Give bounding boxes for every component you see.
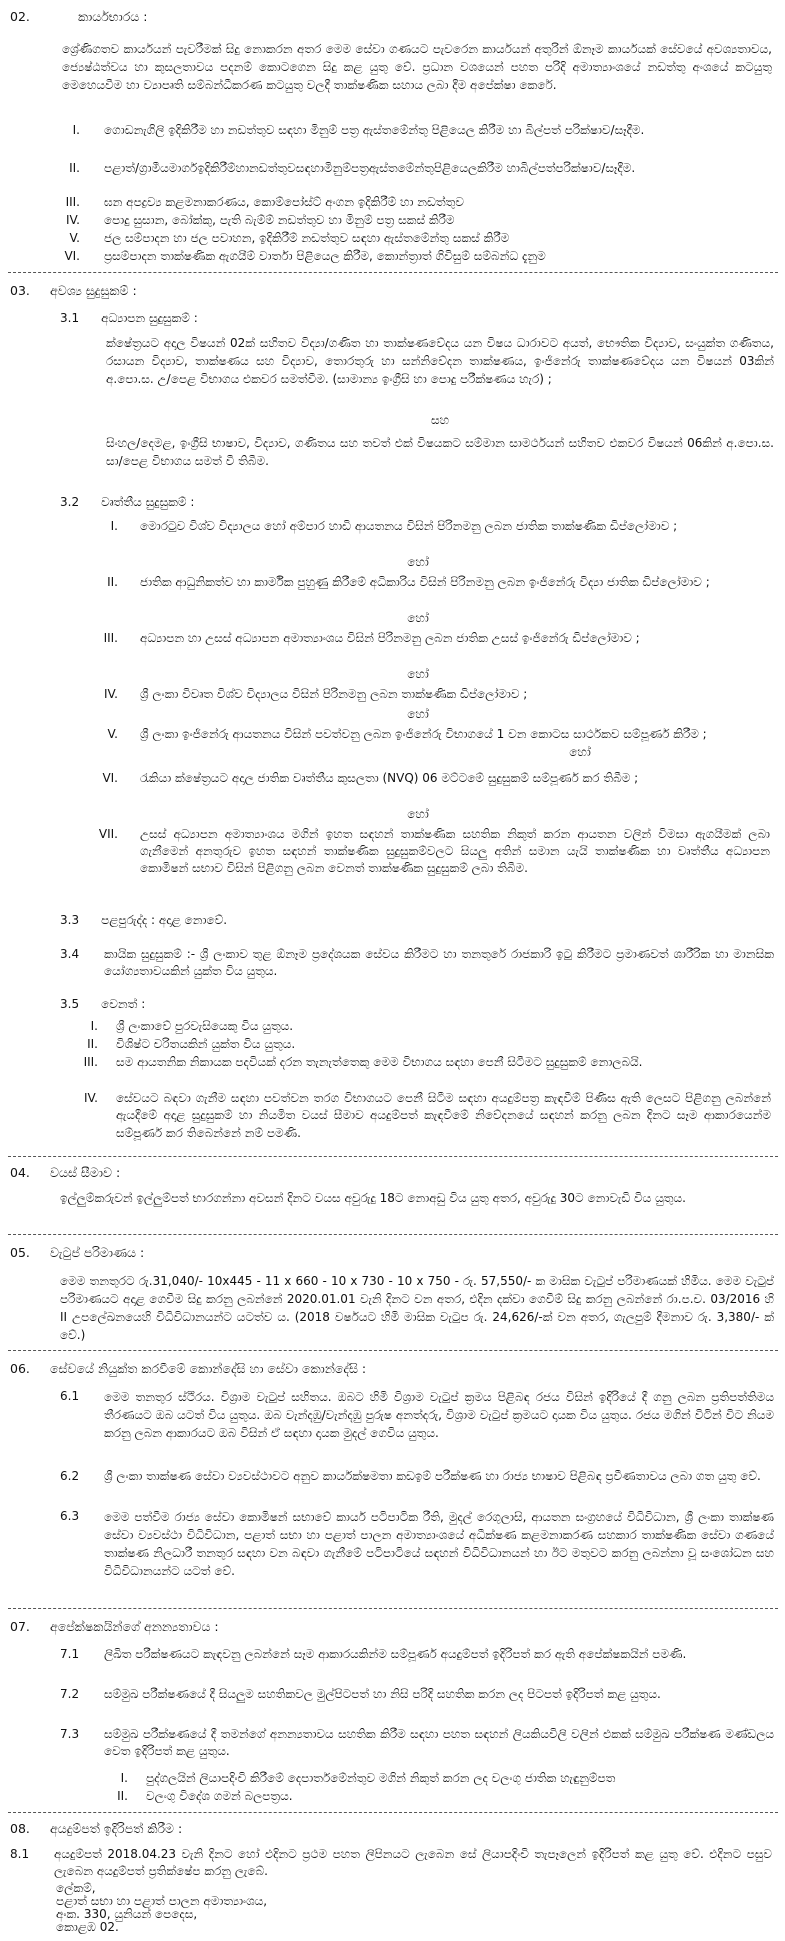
section-02-intro: ශ්‍රේණිගතව කාර්යයන් පැවරීමක් සිදු නොකරන අතර මෙම සේවා ගණයට පැවරෙන කාර්යයන් අතුරින් ඕනෑම කාර්යයක් සේවයේ අවශ්‍යතාවය, ජ්‍යෙෂ්ඨත්වය හා කුසලතාවය පදනම් කොටගෙන සිදු කළ යුතු වේ. ප්‍රධාන වශයෙන් පහත පරිදි අමාත්‍යාංශයේ නඩත්තු අංශයේ කටයුතු මෙහෙයවීම හා ව්‍යාපෘති සම්බන්ධීකරණ කටයුතු වලදී තාක්ෂණික සහාය ලබා දීම අපේක්ෂා කෙරේ. bbox=[62, 42, 772, 92]
or-connector: හෝ bbox=[569, 745, 591, 759]
section-08-header: 08. අයදුම්පත් ඉදිරිපත් කිරීම : bbox=[10, 1821, 183, 1836]
ol-qualification-text: සිංහල/දෙමළ, ඉංග්‍රීසි භාෂාව, විද්‍යාව, ගණිතය සහ තවත් එක් විෂයකට සම්මාන සාමර්ථයන් සහිතව එකවර විෂයන් 06කින් අ.පො.ස. සා/පෙළ විභාගය සමත් වී තිබීම. bbox=[106, 436, 774, 468]
section-07-header: 07. අපේක්ෂකයින්ගේ අනන්‍යතාවය : bbox=[10, 1619, 219, 1634]
or-connector: හෝ bbox=[407, 555, 429, 569]
section-04-header: 04. වයස් සීමාව : bbox=[10, 1165, 121, 1180]
divider bbox=[8, 1608, 778, 1609]
subsection-3-3: 3.3 පළපුරුද්ද : අදාළ නොවේ. bbox=[60, 913, 228, 927]
or-connector: හෝ bbox=[407, 667, 429, 681]
education-qualification-text: ක්ෂේත්‍රයට අදාල විෂයන් 02ක් සහිතව විද්‍යා/ගණිත හා තාක්ෂණවේදය යන විෂය ධාරාවට අයත්, භෞතික විද්‍යාව, සංයුක්ත ගණිතය, රසායන විද්‍යාව, තාක්ෂණය සහ විද්‍යාව, තොරතුරු හා සන්නිවේදන තාක්ෂණය, ඉංජිනේරු තාක්ෂණවේදය යන විෂයන් 03කින් අ.පො.ස. උ/පෙළ විභාගය එකවර සමත්වීම. (සාමාන්‍ය ඉංග්‍රීසි හා පොදු පරීක්ෂණය හැර) ; bbox=[106, 336, 774, 386]
gazette-page: 02. කාර්යභාරය : ශ්‍රේණිගතව කාර්යයන් පැවරීමක් සිදු නොකරන අතර මෙම සේවා ගණයට පැවරෙන කාර්යයන් අතුරින් ඕනෑම කාර්යයක් සේවයේ අවශ්‍යතාවය, ජ්‍යෙෂ්ඨත්වය හා කුසලතාවය පදනම් කොටගෙන සිදු කළ යුතු වේ. ප්‍රධාන වශයෙන් පහත පරිදි අමාත්‍යාංශයේ නඩත්තු අංශයේ කටයුතු මෙහෙයවීම හා ව්‍යාපෘති සම්බන්ධීකරණ කටයුතු වලදී තාක්ෂණික සහාය ලබා දීම අපේක්ෂා කෙරේ. I. ගොඩනැගිලි ඉදිකිරීම හා නඩත්තුව සඳහා මිනුම් පත්‍ර ඇස්තමේන්තු පිළියෙල කිරීම හා බිල්පත් පරික්ෂාව/සෑදීම. II. පළාත්/ග්‍රාමීයමාර්ගඉදිකිරීම්හානඩත්තුවසඳහාමිනුම්පත්‍රඇස්තමේන්තුපිළියෙලකිරීම හාබිල්පත්පරික්ෂාව/සෑදීම. III. ඝන අපද්‍රව්‍ය කළමනාකරණය, කොම්පෝස්ට් අංගන ඉදිකිරීම් හා නඩත්තුව IV. පොදු සුසාන, බෝක්කු, පැති බැම්ම් නඩත්තුව හා මිනුම් පත්‍ර සකස් කිරීම V. ජල සම්පාදන හා ජල පවාහන, ඉදිකිරීම් නඩත්තුව සඳහා ඇස්තමේන්තු සකස් කිරීම VI. ප්‍රසම්පාදන තාක්ෂණික ඇගයීම් වාර්තා පිළියෙල කිරීම, කොන්ත්‍රාත් ගිවිසුම් සම්බන්ධ දැනුම 03. අවශ්‍ය සුදුසුකම් : 3.1 අධ්‍යාපන සුදුසුකම් : ක්ෂේත්‍රයට අදාල විෂයන් 02ක් සහිතව විද්‍යා/ගණිත හා තාක්ෂණවේදය යන විෂය ධාරාවට අයත්, භෞතික විද්‍යාව, සංයුක්ත ගණිතය, රසායන විද්‍යාව, තාක්ෂණය සහ විද්‍යාව, තොරතුරු හා සන්නිවේදන තාක්ෂණය, ඉංජිනේරු තාක්ෂණවේදය යන විෂයන් 03කින් අ.පො.ස. උ/පෙළ විභාගය එකවර සමත්වීම. (සාමාන්‍ය ඉංග්‍රීසි හා පොදු පරීක්ෂණය හැර) ; සහ සිංහල/දෙමළ, ඉංග්‍රීසි භාෂාව, විද්‍යාව, ගණිතය සහ තවත් එක් විෂයකට සම්මාන සාමර්ථයන් සහිතව එකවර විෂයන් 06කින් අ.පො.ස. සා/පෙළ විභාගය සමත් වී තිබීම. 3.2 වෘත්තීය සුදුසුකම් : I. මොරටුව විශ්ව විද්‍යාලය හෝ අම්පාර හාඩි ආයතනය විසින් පිරිනමනු ලබන ජාතික තාක්ෂණික ඩිප්ලෝමාව ; හෝ II. ජාතික ආධුනිකත්ව හා කාර්මික පුහුණු කිරීමේ අධිකාරිය විසින් පිරිනමනු ලබන ඉංජිනේරු විද්‍යා ජාතික ඩිප්ලෝමාව ; හෝ III. අධ්‍යාපන හා උසස් අධ්‍යාපන අමාත්‍යාංශය විසින් පිරිනමනු ලබන ජාතික උසස් ඉංජිනේරු ඩිප්ලෝමාව ; හෝ IV. ශ්‍රී ලංකා විවෘත විශ්ව විද්‍යාලය විසින් පිරිනමනු ලබන තාක්ෂණික ඩිප්ලෝමාව ; හෝ V. ශ්‍රී ලංකා ඉංජිනේරු ආයතනය විසින් පවත්වනු ලබන ඉංජිනේරු විභාගයේ 1 වන කොටස සාර්ථකව සම්පූර්ණ කිරීම ; හෝ VI. රැකියා ක්ෂේත්‍රයට අදාල ජාතික වෘත්තීය කුසලතා (NVQ) 06 මට්ටමේ සුදුසුකම් සම්පූර්ණ කර තිබීම ; හෝ VII. උසස් අධ්‍යාපන අමාත්‍යාංශය මගින් ඉහත සඳහන් තාක්ෂණික සහතික නිකුත් කරන ආයතන වලින් විමසා ඇගයීමක් ලබා ගැනීමෙන් අනතුරුව ඉහත සඳහන් තාක්ෂණික සුදුසුකම්වලට සියලු අතින් සමාන යැයි තාක්ෂණික හා වෘත්තීය අධ්‍යාපන කොමිෂන් සභාව විසින් පිළිගනු ලබන වෙනත් තාක්ෂණික සුදුසුකම් ලබා තිබීම. 3.3 පළපුරුද්ද : අදාළ නොවේ. 3.4 කායික සුදුසුකම් :- ශ්‍රී ලංකාව තුළ ඕනෑම ප්‍රදේශයක සේවය කිරීමට හා තනතුරේ රාජකාරි ඉටු කිරීමට ප්‍රමාණවත් ශාරීරික හා මානසික යෝග්‍යතාවයකින් යුක්ත විය යුතුය. 3.5 වෙනත් : I. ශ්‍රී ලංකාවේ පුරවැසියෙකු විය යුතුය. II. විශිෂ්ට චරිතයකින් යුක්ත විය යුතුය. III. සම ආයතනික නිකායක පදවියක් දරන තැනැත්තෙකු මෙම විභාගය සඳහා පෙනී සිටීමට සුදුසුකම් නොලබයි. IV. සේවයට බඳවා ගැනීම සඳහා පවත්වන තරග විභාගයට පෙනී සිටීම සඳහා අයදුම්පත්‍ර කැඳවීම් පිණිස ඇති ලෙසට පිළිගනු ලබන්නේ ඇයදීමේ අදාළ සුදුසුකම් හා නියමිත වයස් සීමාව අයදුම්පත් කැඳවීමේ නිවේදනයේ සඳහන් කරනු ලබන දිනට සෑම ආකාරයෙන්ම සම්පූර්ණ කර තිබෙන්නේ නම් පමණි. 04. වයස් සීමාව : ඉල්ලුම්කරුවන් ඉල්ලුම්පත් භාරගන්නා අවසන් දිනට වයස අවුරුදු 18ට නොඅඩු විය යුතු අතර, අවුරුදු 30ට නොවැඩි විය යුතුය. 05. වැටුප් පරිමාණය : මෙම තනතුරට රු.31,040/- 10x445 - 11 x 660 - 10 x 730 - 10 x 750 - රු. 57,550/- ක මාසික වැටුප් පරිමාණයක් හිමිය. මෙම වැටුප් පරිමාණයට අදාළ ගෙවීම සිදු කරනු ලබන්නේ 2020.01.01 වැනි දිනට වන අතර, එදින දක්වා ගෙවීම් සිදු කරනු ලබන්නේ රා.ප.ච. 03/2016 හි II උපලේඛනයෙහි විධිවිධානයන්ට යටත්ව ය. (2018 වර්ෂයට හිමි මාසික වැටුප රු. 24,626/-ක් වන අතර, ගැලපුම් දීමනාව රු. 3,380/- ක් වේ.) 06. සේවයේ නියුක්ත කරවීමේ කොන්දේසි හා සේවා කොන්දේසි : 6.1 මෙම තනතුර ස්ථිරය. විශ්‍රාම වැටුප් සහිතය. ඔබට හිමි විශ්‍රාම වැටුප් ක්‍රමය පිළිබඳ රජය විසින් ඉදිරියේ දී ගනු ලබන ප්‍රතිපත්තිමය තීරණයට ඔබ යටත් විය යුතුය. ඔබ වැන්දඹු/වැන්දඹු පුරුෂ අනත්දරු, විශ්‍රාම වැටුප් ක්‍රමයට දායක විය යුතුය. රජය මගින් විටින් විට නියම කරනු ලබන ආකාරයට ඔබ විසින් ඒ සඳහා දායක මුදල් ගෙවිය යුතුය. 6.2 ශ්‍රී ලංකා තාක්ෂණ සේවා ව්‍යවස්ථාවට අනුව කාර්යක්ෂමතා කඩඉම් පරීක්ෂණ හා රාජ්‍ය භාෂාව පිළිබඳ ප්‍රවීණතාවය ලබා ගත යුතු වේ. 6.3 මෙම පත්වීම රාජ්‍ය සේවා කොමිෂන් සභාවේ කාර්ය පටිපාටික රීති, මුදල් රෙගුලාසි, ආයතන සංග්‍රහයේ විධිවිධාන, ශ්‍රී ලංකා තාක්ෂණ සේවා ව්‍යවස්ථා විධිවිධාන, පළාත් සභා හා පළාත් පාලන අමාත්‍යාංශයේ අධීක්ෂණ කළමනාකරණ සහකාර තාක්ෂණික සේවා ගණයේ තාක්ෂණ නිලධාරී තනතුර සඳහා වන බඳවා ගැනීමේ පටිපාටියේ සඳහන් විධිවිධානයන් හා ඊට මතුවට කරනු ලබන්නා වූ සංශෝධන සහ විධිවිධානයන්ට යටත් වේ. 07. අපේක්ෂකයින්ගේ අනන්‍යතාවය : 7.1 ලිඛිත පරීක්ෂණයට කැඳවනු ලබන්නේ සෑම ආකාරයකින්ම සම්පූර්ණ අයදුම්පත් ඉදිරිපත් කර ඇති අපේක්ෂකයින් පමණි. 7.2 සම්මුඛ පරීක්ෂණයේ දී සියලුම සහතිකවල මුල්පිටපත් හා නිසි පරිදි සහතික කරන ලද පිටපත් ඉදිරිපත් කළ යුතුය. 7.3 සම්මුඛ පරීක්ෂණයේ දී තමන්ගේ අනන්‍යතාවය සහතික කිරීම සඳහා පහත සඳහන් ලියකියවිලි වලින් එකක් සම්මුඛ පරීක්ෂණ මණ්ඩලය වෙත ඉදිරිපත් කළ යුතුය. I. පුද්ගලයින් ලියාපදිංචි කිරීමේ දෙපාර්තමේන්තුව මගින් නිකුත් කරන ලද වලංගු ජාතික හැඳුනුම්පත II. වලංගු විදේශ ගමන් බලපත්‍රය. 08. අයදුම්පත් ඉදිරිපත් කිරීම : 8.1 අයදුම්පත් 2018.04.23 වැනි දිනට හෝ එදිනට ප්‍රථම පහත ලිපිනයට ලැබෙන සේ ලියාපදිංචි තැපෑලෙන් ඉදිරිපත් කළ යුතු වේ. එදිනට පසුව ලැබෙන අයදුම්පත් ප්‍රතික්ෂේප කරනු ලැබේ. ලේකම්, පළාත් සභා හා පළාත් පාලන අමාත්‍යාංශය, අංක. 330, යුනියන් පෙදෙස, කොළඹ 02. bbox=[0, 0, 785, 1941]
divider bbox=[8, 1156, 778, 1157]
divider bbox=[8, 1234, 778, 1235]
section-03-header: 03. අවශ්‍ය සුදුසුකම් : bbox=[10, 283, 137, 298]
age-limit-text: ඉල්ලුම්කරුවන් ඉල්ලුම්පත් භාරගන්නා අවසන් දිනට වයස අවුරුදු 18ට නොඅඩු විය යුතු අතර, අවුරුදු 30ට නොවැඩි විය යුතුය. bbox=[60, 1191, 686, 1205]
divider bbox=[8, 1812, 778, 1813]
mailing-address: ලේකම්, පළාත් සභා හා පළාත් පාලන අමාත්‍යාංශය, අංක. 330, යුනියන් පෙදෙස, කොළඹ 02. bbox=[56, 1881, 268, 1934]
or-connector: හෝ bbox=[407, 807, 429, 821]
divider bbox=[8, 272, 778, 273]
subsection-3-1-header: 3.1 අධ්‍යාපන සුදුසුකම් : bbox=[60, 311, 198, 325]
section-06-header: 06. සේවයේ නියුක්ත කරවීමේ කොන්දේසි හා සේවා කොන්දේසි : bbox=[10, 1361, 367, 1376]
section-02-header bbox=[10, 8, 147, 26]
section-title: කාර්යභාරය : bbox=[78, 9, 148, 24]
subsection-3-5-header: 3.5 වෙනත් : bbox=[60, 997, 146, 1011]
or-connector: හෝ bbox=[407, 611, 429, 625]
subsection-3-2-header: 3.2 වෘත්තීය සුදුසුකම් : bbox=[60, 495, 195, 509]
and-connector: සහ bbox=[430, 413, 450, 427]
section-number: 02. bbox=[10, 9, 30, 24]
section-05-header: 05. වැටුප් පරිමාණය : bbox=[10, 1245, 145, 1260]
salary-scale-text: මෙම තනතුරට රු.31,040/- 10x445 - 11 x 660 - 10 x 730 - 10 x 750 - රු. 57,550/- ක මාසික වැටුප් පරිමාණයක් හිමිය. මෙම වැටුප් පරිමාණයට අදාළ ගෙවීම සිදු කරනු ලබන්නේ 2020.01.01 වැනි දිනට වන අතර, එදින දක්වා ගෙවීම් සිදු කරනු ලබන්නේ රා.ප.ච. 03/2016 හි II උපලේඛනයෙහි විධිවිධානයන්ට යටත්ව ය. (2018 වර්ෂයට හිමි මාසික වැටුප රු. 24,626/-ක් වන අතර, ගැලපුම් දීමනාව රු. 3,380/- ක් වේ.) bbox=[60, 1274, 774, 1342]
divider bbox=[8, 1350, 778, 1351]
or-connector: හෝ bbox=[407, 707, 429, 721]
